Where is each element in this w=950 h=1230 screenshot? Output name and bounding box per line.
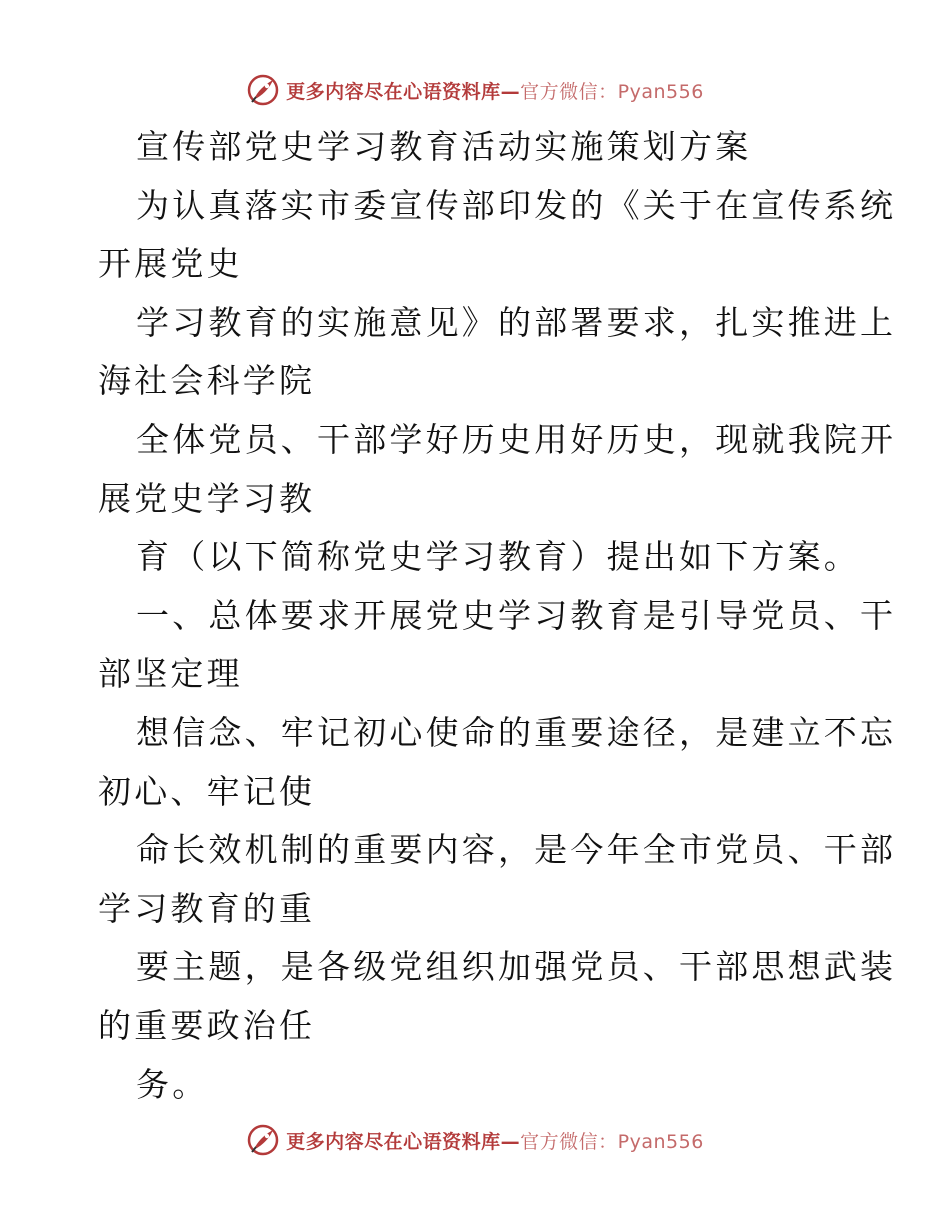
text-line: 开展党史 bbox=[98, 244, 243, 284]
document-body bbox=[98, 118, 897, 1114]
text-line: 想信念、牢记初心使命的重要途径，是建立不忘 bbox=[136, 712, 897, 752]
text-line: 一、总体要求开展党史学习教育是引导党员、干 bbox=[136, 595, 897, 635]
text-line: 海社会科学院 bbox=[98, 361, 316, 401]
quill-logo-icon bbox=[246, 1123, 280, 1157]
text-line: 的重要政治任 bbox=[98, 1005, 316, 1045]
banner-wechat: 官方微信：Pyan556 bbox=[520, 1130, 704, 1153]
text-line: 初心、牢记使 bbox=[98, 771, 316, 811]
text-line: 要主题，是各级党组织加强党员、干部思想武装 bbox=[136, 947, 897, 987]
quill-logo-icon bbox=[246, 73, 280, 107]
text-line: 命长效机制的重要内容，是今年全市党员、干部 bbox=[136, 830, 897, 870]
text-line: 务。 bbox=[136, 1064, 209, 1104]
banner-wechat: 官方微信：Pyan556 bbox=[520, 80, 704, 103]
text-line: 学习教育的重 bbox=[98, 888, 316, 928]
text-line: 全体党员、干部学好历史用好历史，现就我院开 bbox=[136, 419, 897, 459]
footer-banner bbox=[0, 1120, 950, 1160]
text-line: 学习教育的实施意见》的部署要求，扎实推进上 bbox=[136, 302, 897, 342]
banner-text bbox=[286, 1127, 704, 1154]
text-line: 展党史学习教 bbox=[98, 478, 316, 518]
text-line: 育（以下简称党史学习教育）提出如下方案。 bbox=[136, 537, 860, 577]
text-line: 宣传部党史学习教育活动实施策划方案 bbox=[136, 127, 752, 166]
banner-site-name: 更多内容尽在心语资料库— bbox=[286, 80, 521, 103]
header-banner bbox=[0, 70, 950, 110]
text-line: 部坚定理 bbox=[98, 654, 243, 694]
banner-site-name: 更多内容尽在心语资料库— bbox=[286, 1130, 521, 1153]
text-line: 为认真落实市委宣传部印发的《关于在宣传系统 bbox=[136, 185, 897, 225]
banner-text bbox=[286, 77, 704, 104]
